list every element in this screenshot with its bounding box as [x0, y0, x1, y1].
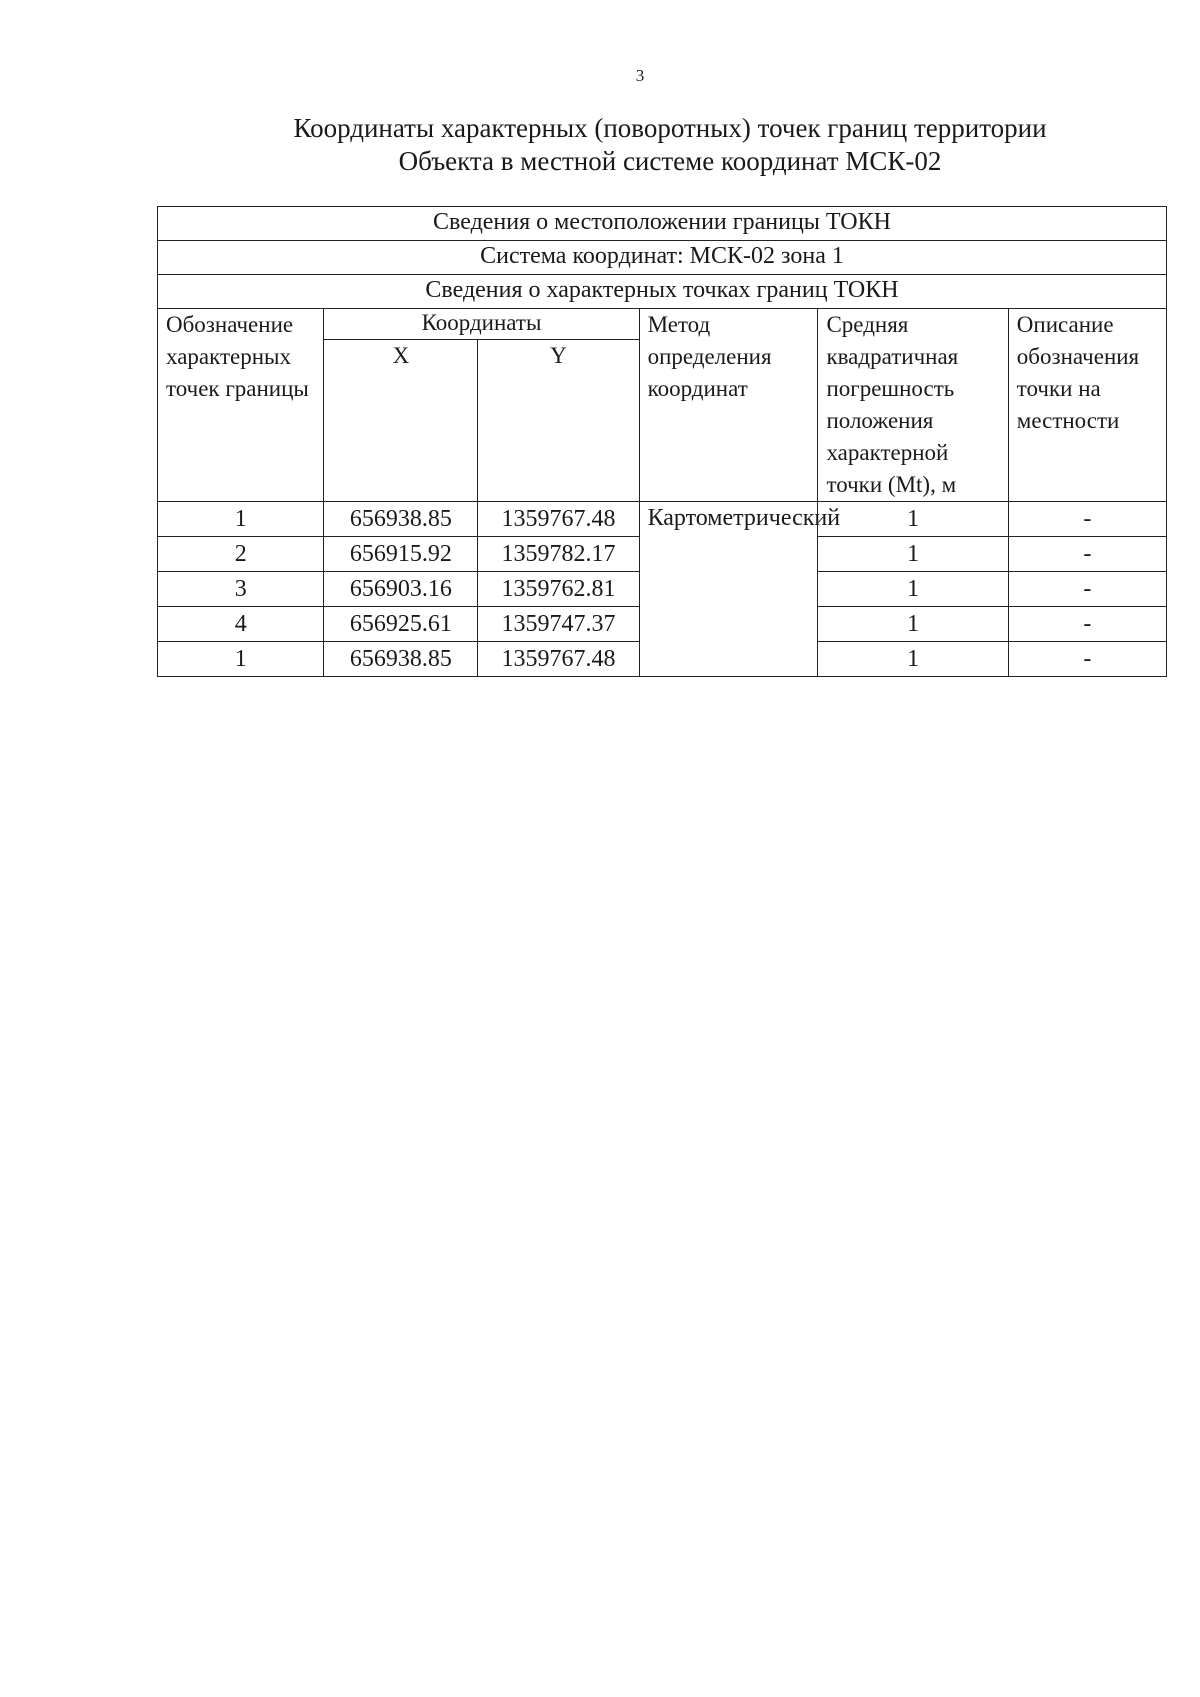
table-row — [158, 502, 1167, 537]
coordinates-table — [157, 206, 1167, 677]
x-cell: 656938.85 — [324, 502, 478, 537]
page-number: 3 — [635, 66, 645, 85]
header-point-description: Описание обозначения точки на местности — [1008, 309, 1166, 502]
title-line-2: Объекта в местной системе координат МСК-02 — [398, 146, 942, 176]
point-cell: 1 — [158, 642, 324, 677]
boundary-points-banner: Сведения о характерных точках границ ТОКН — [158, 275, 1167, 309]
header-y: Y — [478, 340, 639, 502]
x-cell: 656938.85 — [324, 642, 478, 677]
header-mean-square-error: Средняя квадратичная погрешность положения характерной точки (Mt), м — [818, 309, 1008, 502]
x-cell: 656925.61 — [324, 607, 478, 642]
error-cell: 1 — [818, 537, 1008, 572]
x-cell: 656915.92 — [324, 537, 478, 572]
description-cell: - — [1008, 572, 1166, 607]
point-cell: 4 — [158, 607, 324, 642]
description-cell: - — [1008, 642, 1166, 677]
boundary-info-banner: Сведения о местоположении границы ТОКН — [158, 207, 1167, 241]
document-title — [150, 112, 1190, 178]
y-cell: 1359767.48 — [478, 502, 639, 537]
y-cell: 1359762.81 — [478, 572, 639, 607]
description-cell: - — [1008, 537, 1166, 572]
header-point-designation: Обозначение характерных точек границы — [158, 309, 324, 502]
title-line-1: Координаты характерных (поворотных) точек границ территории — [293, 113, 1047, 143]
error-cell: 1 — [818, 502, 1008, 537]
error-cell: 1 — [818, 642, 1008, 677]
description-cell: - — [1008, 607, 1166, 642]
header-method: Метод определения координат — [639, 309, 818, 502]
y-cell: 1359767.48 — [478, 642, 639, 677]
error-cell: 1 — [818, 572, 1008, 607]
x-cell: 656903.16 — [324, 572, 478, 607]
point-cell: 3 — [158, 572, 324, 607]
y-cell: 1359782.17 — [478, 537, 639, 572]
point-cell: 2 — [158, 537, 324, 572]
description-cell: - — [1008, 502, 1166, 537]
error-cell: 1 — [818, 607, 1008, 642]
header-x: X — [324, 340, 478, 502]
method-cell: Картометрический — [639, 502, 818, 677]
y-cell: 1359747.37 — [478, 607, 639, 642]
point-cell: 1 — [158, 502, 324, 537]
header-coordinates: Координаты — [324, 309, 639, 340]
coordinate-system-banner: Система координат: МСК-02 зона 1 — [158, 241, 1167, 275]
